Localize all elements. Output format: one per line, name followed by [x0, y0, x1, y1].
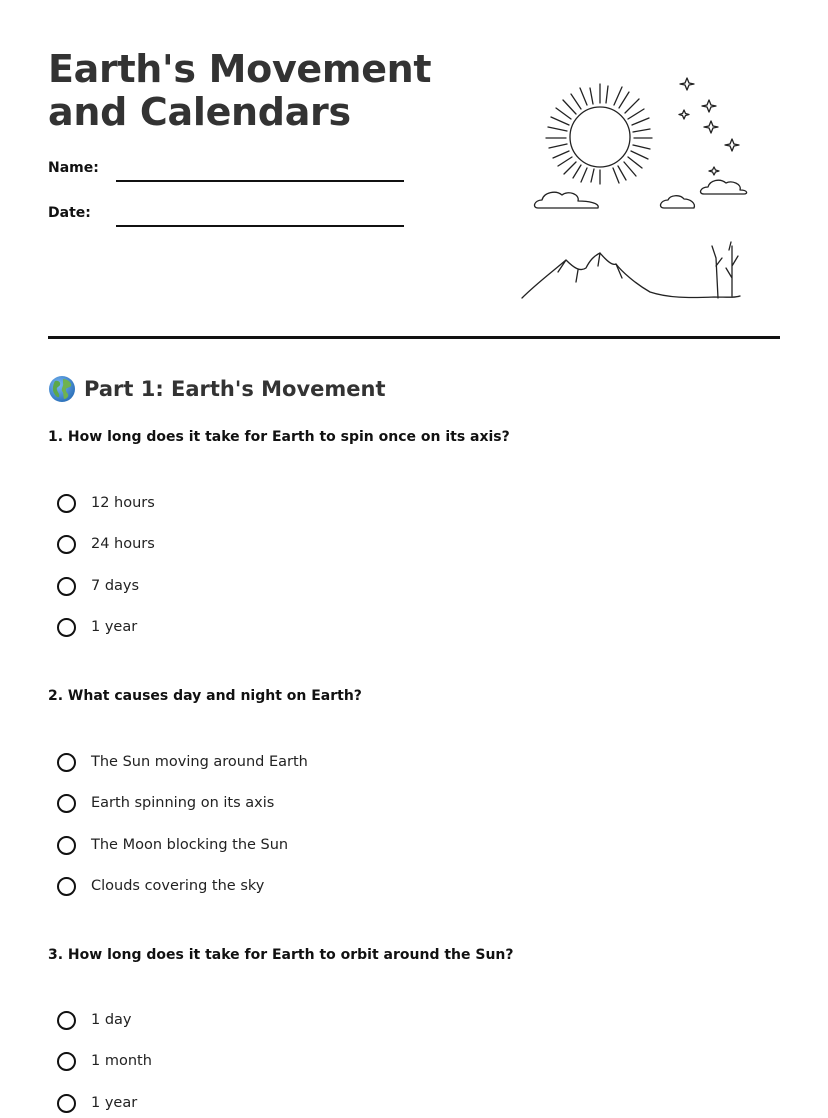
part1-header [48, 373, 386, 405]
radio-button[interactable] [57, 618, 76, 637]
question-2: 2. What causes day and night on Earth? [48, 688, 362, 704]
radio-button[interactable] [57, 836, 76, 855]
sun-clouds-mountains-illustration [518, 70, 758, 308]
option-label: 1 year [91, 619, 138, 635]
radio-button[interactable] [57, 577, 76, 596]
q2-option-2[interactable] [57, 790, 274, 816]
mountains-icon [522, 242, 740, 298]
q2-option-1[interactable] [57, 749, 308, 775]
worksheet-title: Earth's Movement and Calendars [48, 47, 432, 134]
option-label: 12 hours [91, 495, 155, 511]
date-field[interactable] [116, 225, 404, 227]
radio-button[interactable] [57, 877, 76, 896]
option-label: 7 days [91, 578, 140, 594]
option-label: Clouds covering the sky [91, 878, 265, 894]
option-label: The Moon blocking the Sun [91, 837, 289, 853]
star-icon [679, 78, 739, 175]
q3-option-2[interactable] [57, 1048, 152, 1074]
radio-button[interactable] [57, 1094, 76, 1113]
globe-icon [48, 375, 76, 403]
q1-option-1[interactable] [57, 490, 155, 516]
question-3: 3. How long does it take for Earth to orbit around the Sun? [48, 947, 514, 963]
question-1: 1. How long does it take for Earth to spin once on its axis? [48, 429, 510, 445]
name-field[interactable] [116, 180, 404, 182]
name-label: Name: [48, 160, 99, 176]
cloud-icon [535, 180, 747, 208]
radio-button[interactable] [57, 1052, 76, 1071]
q3-option-1[interactable] [57, 1007, 132, 1033]
option-label: The Sun moving around Earth [91, 754, 308, 770]
section-divider [48, 336, 780, 339]
option-label: 1 month [91, 1053, 152, 1069]
q2-option-4[interactable] [57, 873, 264, 899]
q1-option-3[interactable] [57, 573, 139, 599]
q2-option-3[interactable] [57, 832, 288, 858]
option-label: Earth spinning on its axis [91, 795, 275, 811]
q3-option-3[interactable] [57, 1090, 137, 1116]
sun-icon [546, 84, 652, 184]
radio-button[interactable] [57, 794, 76, 813]
radio-button[interactable] [57, 535, 76, 554]
radio-button[interactable] [57, 1011, 76, 1030]
q1-option-4[interactable] [57, 614, 137, 640]
radio-button[interactable] [57, 753, 76, 772]
option-label: 1 day [91, 1012, 132, 1028]
q1-option-2[interactable] [57, 531, 155, 557]
option-label: 1 year [91, 1095, 138, 1111]
date-label: Date: [48, 205, 91, 221]
radio-button[interactable] [57, 494, 76, 513]
part1-title: Part 1: Earth's Movement [84, 377, 386, 401]
option-label: 24 hours [91, 536, 155, 552]
